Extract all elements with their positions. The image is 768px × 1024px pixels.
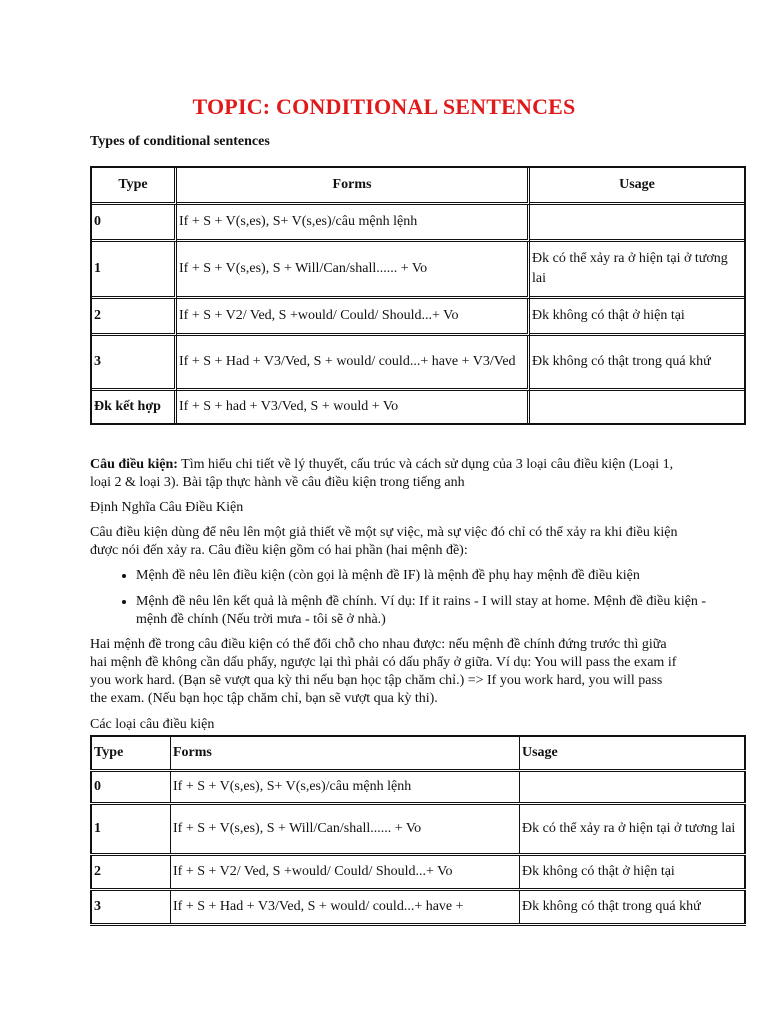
cell-type: 0 [92, 205, 177, 242]
section-subtitle: Types of conditional sentences [90, 134, 270, 149]
cell-forms: If + S + had + V3/Ved, S + would + Vo [177, 391, 530, 423]
cell-forms: If + S + V(s,es), S+ V(s,es)/câu mệnh lệnh [171, 771, 520, 804]
cell-forms: If + S + V(s,es), S+ V(s,es)/câu mệnh lệnh [177, 205, 530, 242]
list-item: • Mệnh đề nêu lên điều kiện (còn gọi là mệnh đề IF) là mệnh đề phụ hay mệnh đề điều kiện [136, 567, 726, 585]
cell-forms: If + S + Had + V3/Ved, S + would/ could...+ have + [171, 890, 520, 925]
table-row [91, 771, 745, 804]
intro-paragraph [90, 456, 680, 492]
cell-type: 3 [92, 336, 177, 391]
header-forms: Forms [177, 168, 530, 205]
table-row [92, 299, 744, 336]
cell-forms: If + S + V2/ Ved, S +would/ Could/ Should...+ Vo [171, 855, 520, 890]
cell-type: 1 [91, 804, 171, 855]
intro-label: Câu điều kiện: [90, 457, 178, 472]
table-row [92, 391, 744, 423]
cell-usage [530, 205, 744, 242]
cell-forms: If + S + Had + V3/Ved, S + would/ could...+ have + V3/Ved [177, 336, 530, 391]
table-row [92, 242, 744, 299]
cell-usage: Đk không có thật trong quá khứ [520, 890, 746, 925]
header-type: Type [92, 168, 177, 205]
cell-forms: If + S + V(s,es), S + Will/Can/shall...... + Vo [171, 804, 520, 855]
cell-forms: If + S + V2/ Ved, S +would/ Could/ Should...+ Vo [177, 299, 530, 336]
cell-type: Đk kết hợp [92, 391, 177, 423]
cell-usage: Đk có thể xảy ra ở hiện tại ở tương lai [520, 804, 746, 855]
table-row [91, 855, 745, 890]
types-heading: Các loại câu điều kiện [90, 717, 215, 732]
definition-paragraph: Câu điều kiện dùng để nêu lên một giả thiết về một sự việc, mà sự việc đó chỉ có thể xảy ra khi điều kiện được nói đến xảy ra. Câu điều kiện gồm có hai phần (hai mệnh đề): [90, 525, 678, 558]
list-item: • Mệnh đề nêu lên kết quả là mệnh đề chính. Ví dụ: If it rains - I will stay at home. Mệnh đề điều kiện - mệnh đề chính (Nếu trời mưa - tôi sẽ ở nhà.) [136, 593, 726, 629]
header-type: Type [91, 736, 171, 771]
cell-usage [530, 391, 744, 423]
table-row [92, 336, 744, 391]
table-header-row [91, 736, 745, 771]
cell-usage: Đk không có thật ở hiện tại [530, 299, 744, 336]
cell-type: 3 [91, 890, 171, 925]
cell-usage [520, 771, 746, 804]
clause-list [90, 567, 726, 637]
header-forms: Forms [171, 736, 520, 771]
header-usage: Usage [520, 736, 746, 771]
cell-type: 1 [92, 242, 177, 299]
cell-type: 0 [91, 771, 171, 804]
cell-usage: Đk có thể xảy ra ở hiện tại ở tương lai [530, 242, 744, 299]
conditional-types-table-2 [90, 735, 746, 926]
clause-order-paragraph: Hai mệnh đề trong câu điều kiện có thể đổi chỗ cho nhau được: nếu mệnh đề chính đứng trước thì giữa hai mệnh đề không cần dấu phẩy, ngược lại thì phải có dấu phẩy ở giữa. Ví dụ: You will pass the exam if you work hard. (Bạn sẽ vượt qua kỳ thi nếu bạn học tập chăm chỉ.) => If you work hard, you will pass the exam. (Nếu bạn học tập chăm chỉ, bạn sẽ vượt qua kỳ thi). [90, 637, 677, 706]
table-row [91, 804, 745, 855]
cell-type: 2 [91, 855, 171, 890]
table-row [91, 890, 745, 925]
definition-heading: Định Nghĩa Câu Điều Kiện [90, 500, 244, 515]
page-title: TOPIC: CONDITIONAL SENTENCES [192, 94, 576, 119]
cell-usage: Đk không có thật ở hiện tại [520, 855, 746, 890]
cell-type: 2 [92, 299, 177, 336]
cell-forms: If + S + V(s,es), S + Will/Can/shall...... + Vo [177, 242, 530, 299]
cell-usage: Đk không có thật trong quá khứ [530, 336, 744, 391]
conditional-types-table [90, 166, 746, 425]
table-row [92, 205, 744, 242]
header-usage: Usage [530, 168, 744, 205]
intro-text: Tìm hiểu chi tiết về lý thuyết, cấu trúc và cách sử dụng của 3 loại câu điều kiện (Loại 1, loại 2 & loại 3). Bài tập thực hành về câu điều kiện trong tiếng anh [90, 457, 674, 490]
table-header-row [92, 168, 744, 205]
